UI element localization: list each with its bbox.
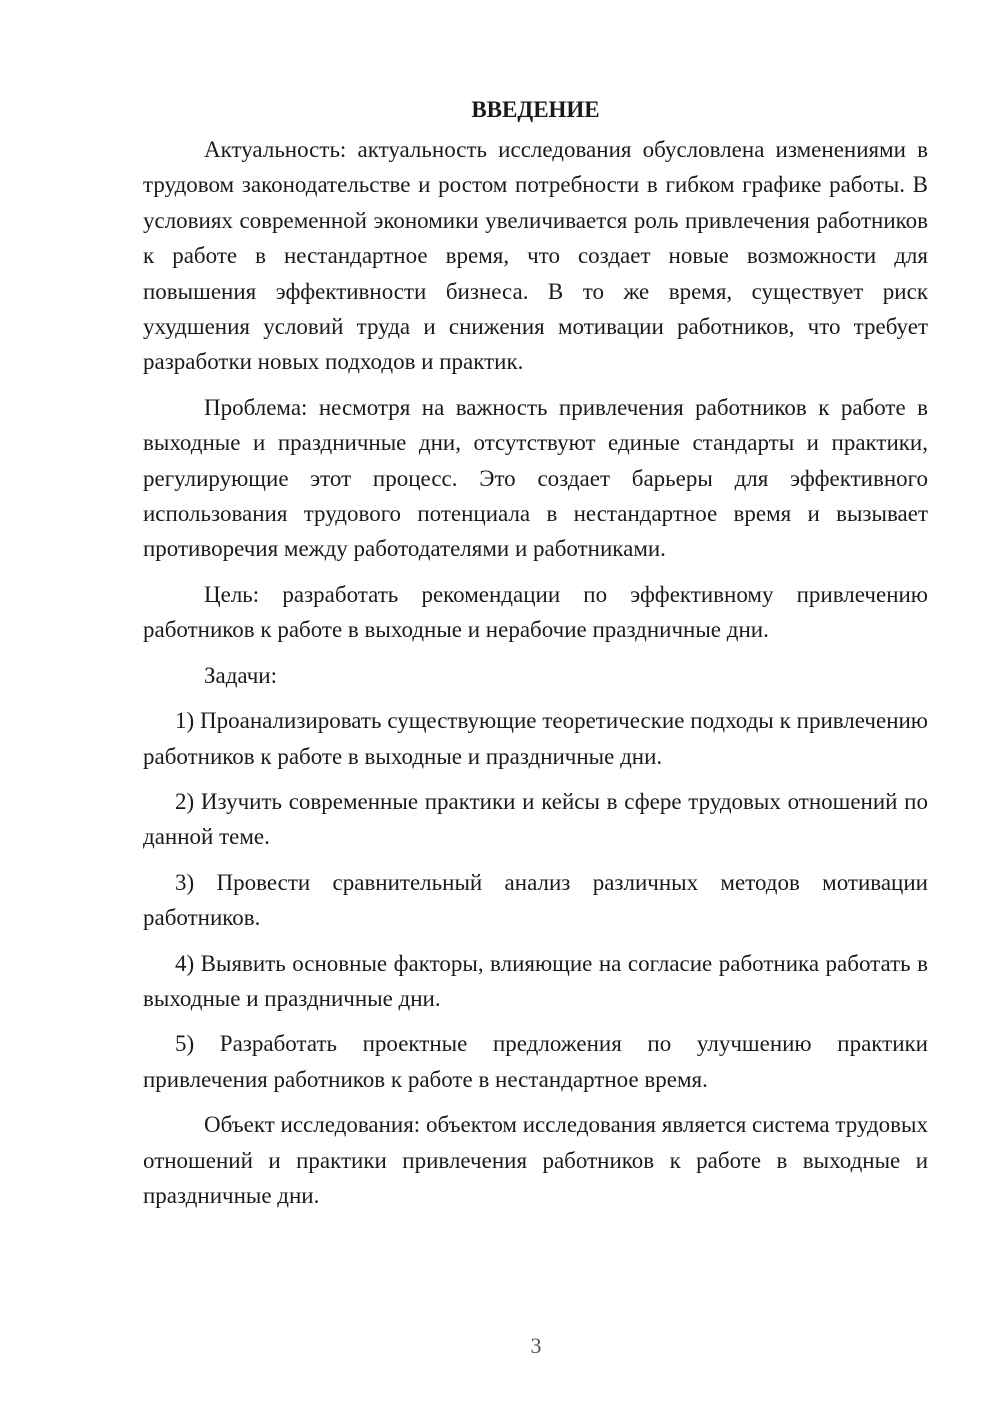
page-title: ВВЕДЕНИЕ — [471, 97, 600, 122]
paragraph-goal: Цель: разработать рекомендации по эффективному привлечению работников к работе в выходные и нерабочие праздничные дни. — [143, 581, 928, 643]
paragraph-relevance: Актуальность: актуальность исследования обусловлена изменениями в трудовом законодательстве и ростом потребности в гибком графике работы. В условиях современной экономики увеличивается роль привлечения работников к работе в нестандартное время, что создает новые возможности для повышения эффективности бизнеса. В то же время, существует риск ухудшения условий труда и снижения мотивации работников, что требует разработки новых подходов и практик. — [143, 137, 928, 375]
task-item-2: 2) Изучить современные практики и кейсы в сфере трудовых отношений по данной теме. — [143, 788, 928, 850]
paragraph-problem: Проблема: несмотря на важность привлечения работников к работе в выходные и праздничные дни, отсутствуют единые стандарты и практики, регулирующие этот процесс. Это создает барьеры для эффективного использования трудового потенциала в нестандартное время и вызывает противоречия между работодателями и работниками. — [143, 394, 928, 562]
document-page — [143, 92, 928, 1223]
page-number: 3 — [530, 1333, 542, 1358]
tasks-heading: Задачи: — [204, 662, 277, 688]
task-item-3: 3) Провести сравнительный анализ различных методов мотивации работников. — [143, 869, 928, 931]
task-item-5: 5) Разработать проектные предложения по улучшению практики привлечения работников к работе в нестандартное время. — [143, 1031, 928, 1092]
task-item-4: 4) Выявить основные факторы, влияющие на согласие работника работать в выходные и праздничные дни. — [143, 950, 928, 1011]
task-item-1: 1) Проанализировать существующие теоретические подходы к привлечению работников к работе в выходные и праздничные дни. — [143, 708, 928, 769]
paragraph-object: Объект исследования: объектом исследования является система трудовых отношений и практики привлечения работников к работе в выходные и праздничные дни. — [143, 1112, 928, 1208]
